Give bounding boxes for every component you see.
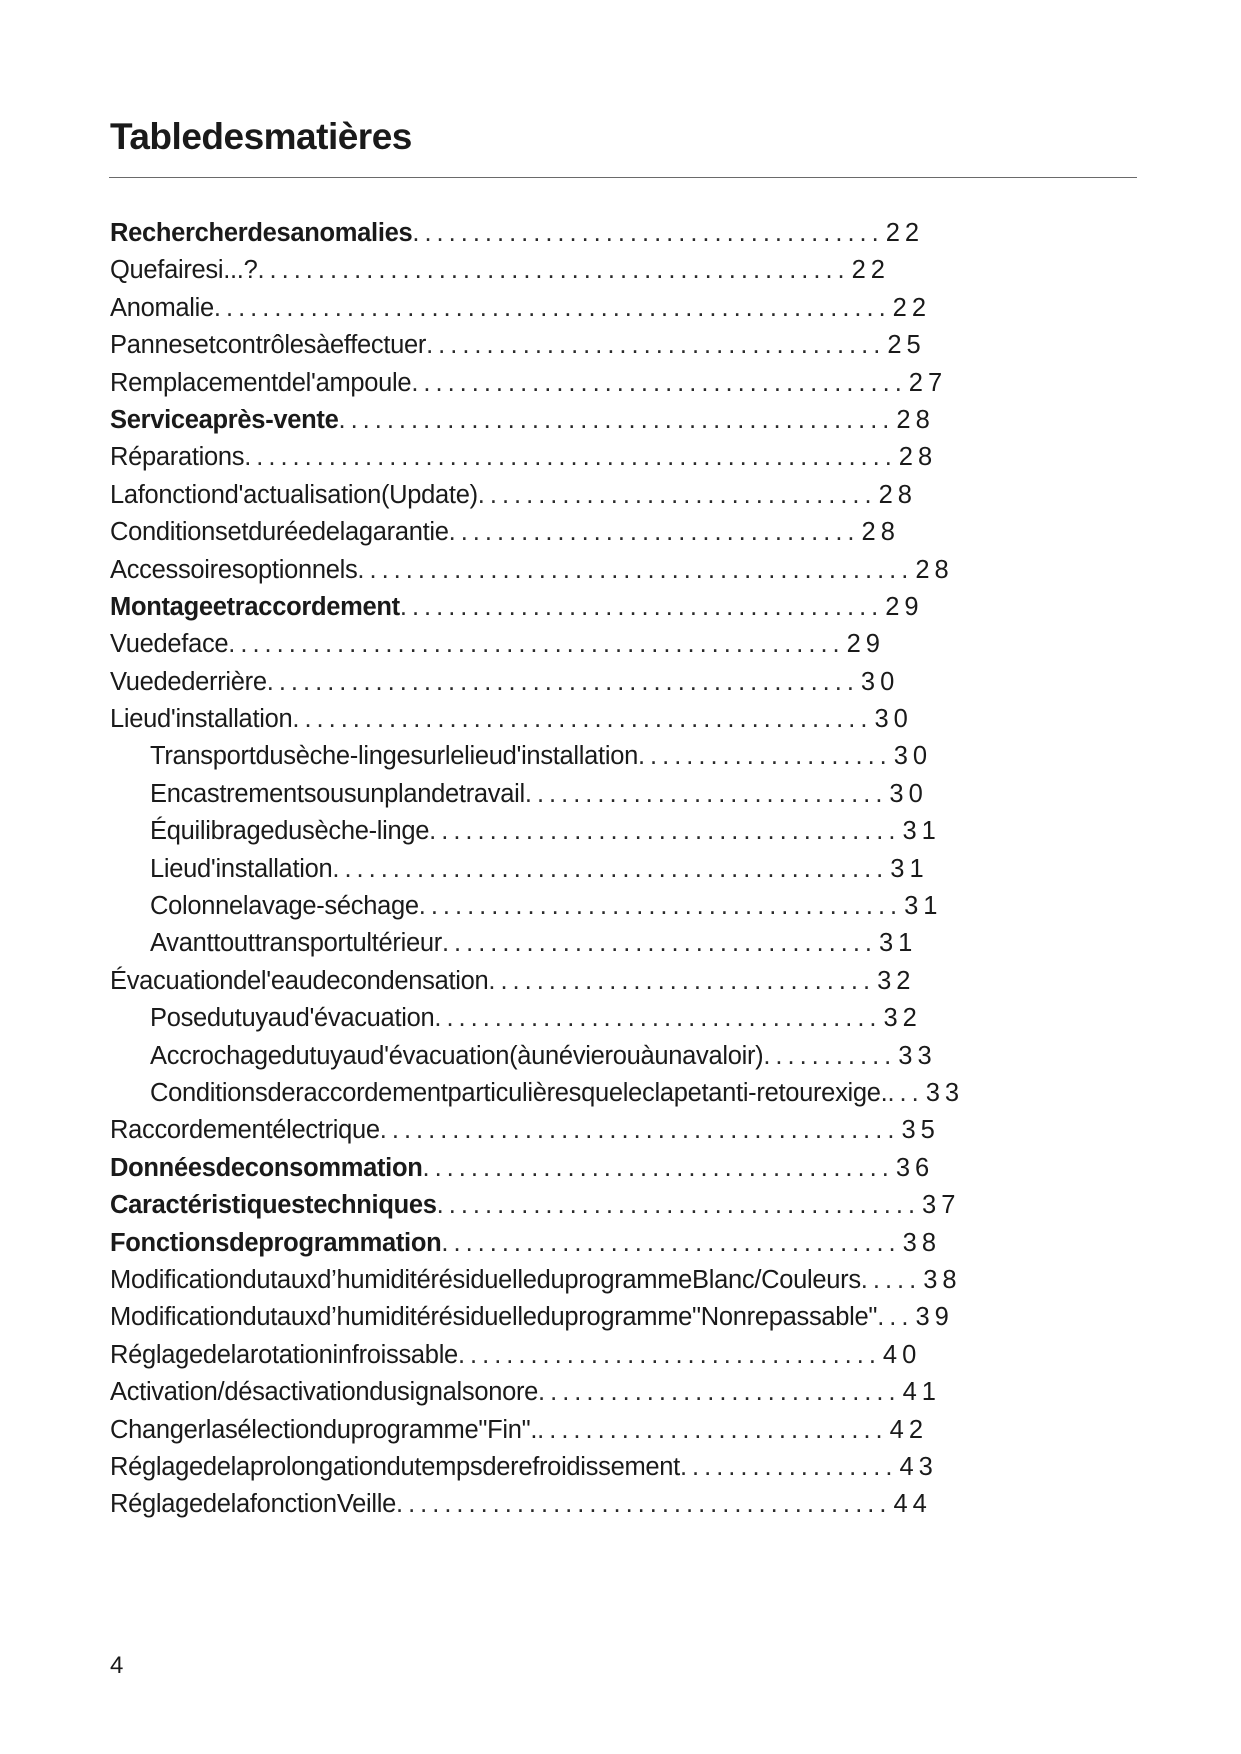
toc-entry[interactable] [110,439,1140,476]
toc-dot-leader: ........... [763,1041,897,1070]
toc-entry-page: 33 [898,1041,937,1070]
toc-dot-leader: ... [877,1303,914,1332]
toc-entry-page: 32 [877,966,916,995]
toc-entry-label: Posedutuyaud'évacuation [150,1004,435,1033]
toc-section-entry[interactable] [110,1150,1140,1187]
toc-entry-page: 38 [923,1265,962,1294]
toc-entry-page: 31 [879,929,918,958]
toc-dot-leader: .............................................. [357,555,914,584]
toc-entry-label: Remplacementdel'ampoule [110,368,412,397]
toc-dot-leader: ......................................... [411,368,907,397]
toc-section-entry[interactable] [110,1187,1140,1224]
toc-section-entry[interactable] [110,402,1140,439]
toc-entry-label: Lieud'installation [150,854,333,883]
toc-entry[interactable] [110,1374,1140,1411]
toc-entry-label: Rechercherdesanomalies [110,219,413,247]
toc-entry-label: Modificationdutauxd’humiditérésiduelleduprogramme"Nonrepassable" [110,1303,878,1332]
toc-dot-leader: ......................................... [395,1490,892,1519]
toc-entry[interactable] [110,1412,1140,1449]
toc-entry-label: Caractéristiquestechniques [110,1191,437,1220]
toc-entry[interactable] [110,1000,1140,1037]
toc-entry-label: Réglagedelaprolongationdutempsderefroidissement [110,1452,680,1481]
toc-entry-label: Activation/désactivationdusignalsonore [110,1378,539,1407]
toc-entry-label: Anomalie [110,293,214,322]
toc-entry-label: Quefairesi...? [110,256,258,285]
toc-entry-page: 30 [874,705,913,734]
toc-dot-leader: ..................................... [434,1004,882,1033]
toc-entry-label: Avanttouttransportultérieur [150,929,442,958]
toc-entry[interactable] [110,1337,1140,1374]
toc-dot-leader: ........................................................ [213,293,891,322]
toc-entry-page: 30 [889,779,928,808]
toc-entry[interactable] [110,1299,1140,1336]
toc-entry[interactable] [110,252,1140,289]
toc-dot-leader: ................................. [477,480,877,509]
toc-entry-page: 25 [887,331,926,360]
toc-entry[interactable] [110,813,1140,850]
title-divider [109,177,1137,178]
toc-entry-label: Lafonctiond'actualisation(Update) [110,480,478,509]
toc-entry-page: 22 [885,219,925,247]
toc-entry[interactable] [110,701,1140,738]
toc-entry-page: 43 [899,1452,938,1481]
toc-entry[interactable] [110,1038,1140,1075]
toc-entry[interactable] [110,776,1140,813]
toc-entry-page: 30 [893,742,933,771]
toc-entry-label: Conditionsetduréedelagarantie [110,518,449,547]
toc-entry-label: Vuedederrière [110,667,267,696]
toc-entry-label: Accrochagedutuyaud'évacuation(àunévierouàunavaloir) [150,1041,764,1070]
toc-dot-leader: ................................... [457,1340,881,1369]
toc-entry[interactable] [110,1449,1140,1486]
toc-dot-leader: ................................................ [292,705,873,734]
toc-entry-label: Équilibragedusèche-linge [150,817,430,846]
toc-dot-leader: ... [887,1078,924,1107]
toc-entry-label: Transportdusèche-lingesurlelieud'installation [150,742,638,771]
toc-dot-leader: ...................................................... [244,443,897,472]
toc-entry-page: 28 [896,405,935,434]
toc-entry[interactable] [110,1486,1140,1523]
toc-entry[interactable] [110,851,1140,888]
toc-section-entry[interactable] [110,1225,1140,1262]
toc-entry-label: Encastrementsousunplandetravail [150,779,525,808]
toc-entry-page: 37 [922,1191,961,1220]
toc-dot-leader: ...................................... [441,1228,901,1257]
toc-entry-page: 31 [904,892,943,921]
toc-entry-label: Réparations [110,443,245,472]
toc-dot-leader: ................................................... [228,630,845,659]
toc-entry-label: Conditionsderaccordementparticulièresqueleclapetanti-retourexige. [150,1078,888,1107]
toc-entry-label: Changerlasélectionduprogramme"Fin". [110,1415,538,1444]
toc-entry-page: 22 [851,256,890,285]
toc-entry-page: 36 [895,1153,935,1182]
toc-entry[interactable] [110,963,1140,1000]
page-title: Tabledesmatières [110,116,412,157]
toc-entry[interactable] [110,365,1140,402]
toc-entry-label: Modificationdutauxd’humiditérésiduelleduprogrammeBlanc/Couleurs [110,1265,861,1294]
toc-dot-leader: ........................................ [399,592,884,621]
toc-entry-page: 27 [908,368,948,397]
toc-entry-label: Vuedeface [110,630,229,659]
toc-dot-leader: ..... [860,1265,922,1294]
toc-entry[interactable] [110,1262,1140,1299]
toc-entry-label: Raccordementélectrique [110,1116,380,1145]
toc-entry-page: 30 [860,667,900,696]
table-of-contents [110,215,1140,1524]
toc-dot-leader: ...................................... [426,331,886,360]
toc-entry-page: 28 [898,443,938,472]
toc-entry[interactable] [110,626,1140,663]
toc-entry[interactable] [110,290,1140,327]
toc-entry-page: 33 [925,1078,965,1107]
toc-dot-leader: ....................................... [412,219,884,247]
toc-dot-leader: ....................................... [422,1153,894,1182]
toc-section-entry[interactable] [110,215,1140,252]
toc-entry-label: Réglagedelarotationinfroissable [110,1340,458,1369]
toc-dot-leader: ........................................... [379,1116,900,1145]
toc-dot-leader: ................................ [488,966,876,995]
toc-dot-leader: .................................. [448,518,860,547]
page-number: 4 [110,1652,124,1679]
toc-entry[interactable] [110,664,1140,701]
toc-entry[interactable] [110,327,1140,364]
toc-entry[interactable] [110,888,1140,925]
toc-entry-page: 38 [902,1228,942,1257]
toc-entry[interactable] [110,477,1140,514]
toc-dot-leader: ........................................ [436,1191,921,1220]
toc-entry-page: 28 [915,555,954,584]
toc-entry[interactable] [110,738,1140,775]
toc-dot-leader: ................................................. [257,256,850,285]
toc-entry-page: 39 [915,1303,954,1332]
toc-dot-leader: .............................................. [332,854,889,883]
toc-dot-leader: .............................. [524,779,888,808]
toc-entry[interactable] [110,1075,1140,1112]
toc-dot-leader: ..................... [637,742,892,771]
toc-entry-label: Fonctionsdeprogrammation [110,1228,442,1257]
toc-section-entry[interactable] [110,589,1140,626]
toc-entry[interactable] [110,1112,1140,1149]
toc-entry-page: 22 [892,293,932,322]
toc-dot-leader: .................................... [441,929,877,958]
toc-entry-label: Lieud'installation [110,705,293,734]
toc-dot-leader: .............................. [538,1378,901,1407]
toc-entry-page: 31 [902,817,941,846]
toc-entry[interactable] [110,925,1140,962]
toc-entry[interactable] [110,514,1140,551]
toc-dot-leader: ................................................. [266,667,859,696]
toc-entry-label: Montageetraccordement [110,592,400,621]
toc-entry-page: 42 [889,1415,929,1444]
toc-entry-page: 40 [882,1340,922,1369]
toc-dot-leader: .................. [679,1452,898,1481]
toc-entry[interactable] [110,552,1140,589]
toc-dot-leader: ............................. [537,1415,888,1444]
toc-entry-page: 31 [890,854,929,883]
toc-entry-page: 28 [878,480,917,509]
toc-entry-page: 28 [861,518,900,547]
toc-entry-label: Évacuationdel'eaudecondensation [110,966,489,995]
toc-entry-label: Donnéesdeconsommation [110,1153,423,1182]
toc-dot-leader: ....................................... [429,817,901,846]
toc-entry-page: 44 [893,1490,932,1519]
toc-entry-label: Pannesetcontrôlesàeffectuer [110,331,427,360]
toc-entry-page: 29 [885,592,924,621]
toc-entry-page: 35 [901,1116,940,1145]
toc-entry-label: Serviceaprès-vente [110,405,339,434]
toc-entry-label: Colonnelavage-séchage [150,892,419,921]
toc-entry-label: RéglagedelafonctionVeille [110,1490,396,1519]
toc-entry-page: 29 [846,630,885,659]
toc-dot-leader: .............................................. [338,405,895,434]
toc-dot-leader: ........................................ [418,892,903,921]
toc-entry-label: Accessoiresoptionnels [110,555,358,584]
toc-entry-page: 32 [883,1004,922,1033]
toc-entry-page: 41 [902,1378,941,1407]
